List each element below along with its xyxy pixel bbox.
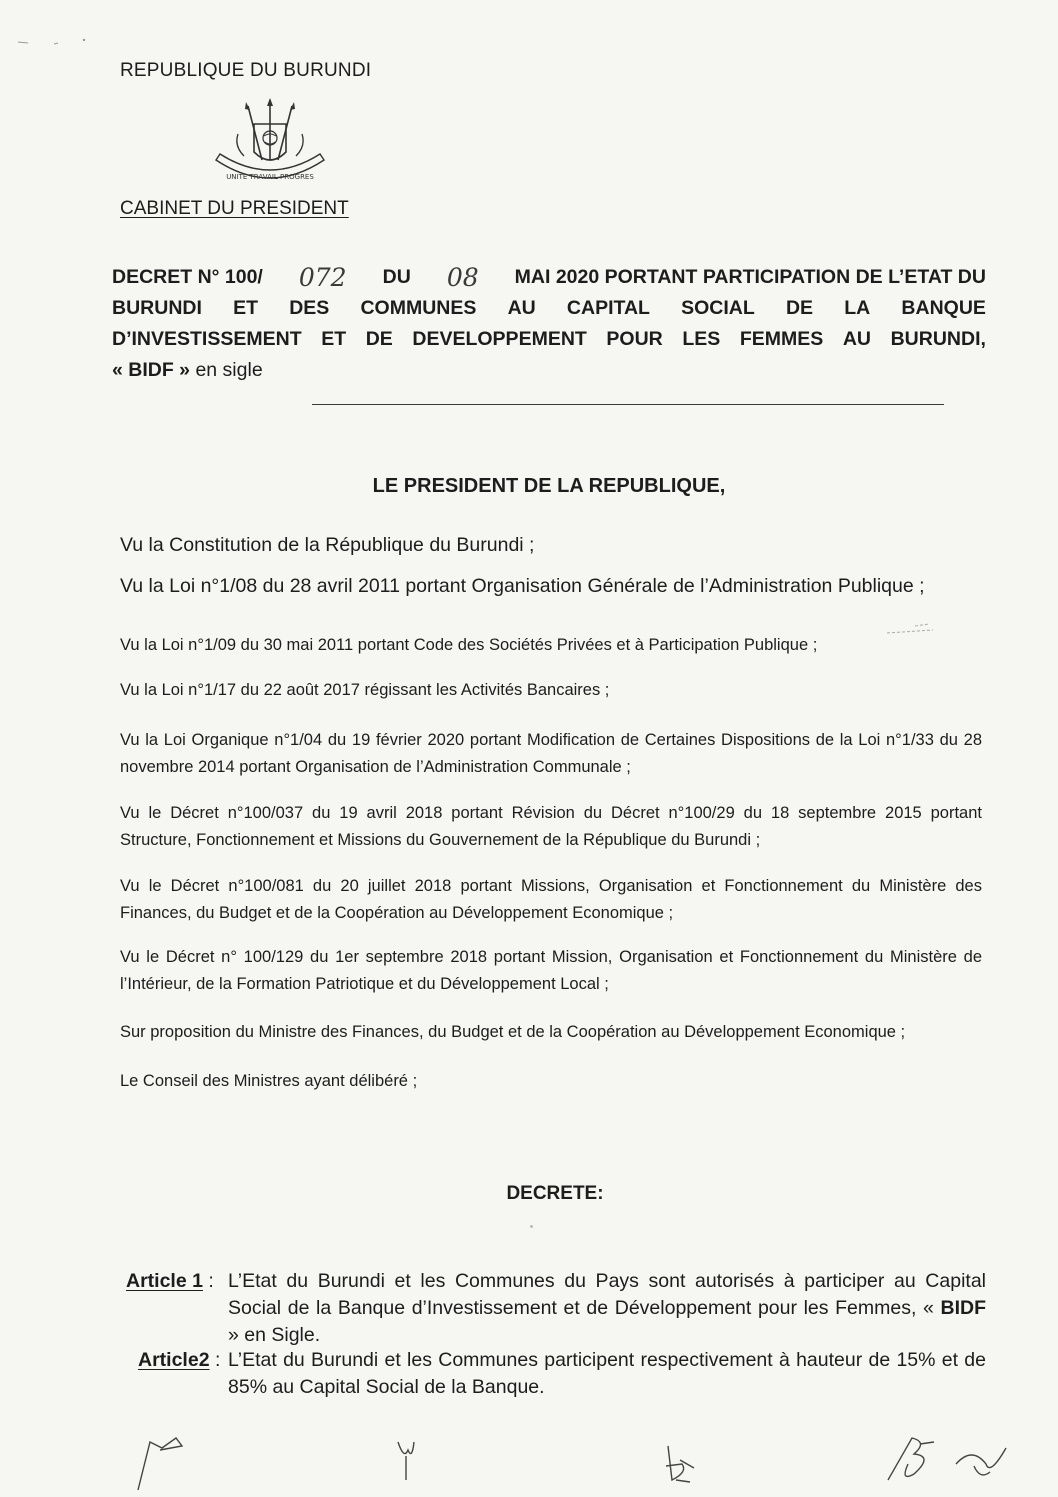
country-title: REPUBLIQUE DU BURUNDI (120, 60, 372, 81)
decree-prefix: DECRET N° 100/ (112, 266, 263, 288)
preamble-item: Vu le Décret n°100/081 du 20 juillet 2018 portant Missions, Organisation et Fonctionnement du Ministère des Finances, du Budget et de la Coopération au Développement Economique ; (120, 877, 982, 922)
title-word: AU (842, 328, 872, 350)
decree-title-line-3 (112, 324, 986, 355)
title-word: DE (365, 328, 393, 350)
title-word: BURUNDI, (890, 328, 986, 350)
scan-dot (530, 1225, 533, 1228)
preamble-item: Vu la Loi Organique n°1/04 du 19 février 2020 portant Modification de Certaines Dispositions de la Loi n°1/33 du 28 novembre 2014 portant Organisation de l’Administration Communale ; (120, 731, 982, 776)
title-word: SOCIAL (681, 297, 755, 319)
initial-4 (888, 1438, 1006, 1480)
emblem-motto: UNITE TRAVAIL PROGRES (226, 173, 314, 181)
initial-2 (398, 1442, 414, 1480)
preamble-item: Vu la Loi n°1/17 du 22 août 2017 régissant les Activités Bancaires ; (120, 681, 610, 699)
preamble-item: Vu la Loi n°1/08 du 28 avril 2011 portant Organisation Générale de l’Administration Publique ; (120, 575, 925, 597)
decree-title-line-1-rest: MAI 2020 PORTANT PARTICIPATION DE L’ETAT DU (514, 266, 986, 288)
decree-title-line-2 (112, 293, 986, 324)
title-word: DE (785, 297, 814, 319)
article-1-label: Article 1 : (126, 1270, 220, 1292)
decree-title-line-1 (112, 262, 986, 293)
preamble-item: Vu le Décret n°100/037 du 19 avril 2018 portant Révision du Décret n°100/29 du 18 septembre 2015 portant Structure, Fonctionnement et Missions du Gouvernement de la République du Burundi ; (120, 804, 982, 849)
president-heading: LE PRESIDENT DE LA REPUBLIQUE, (372, 475, 726, 497)
title-word: POUR (606, 328, 663, 350)
decree-du: DU (382, 266, 411, 288)
decrete-heading: DECRETE: (506, 1183, 604, 1204)
preamble-item: Sur proposition du Ministre des Finances, du Budget et de la Coopération au Développement Economique ; (120, 1023, 906, 1041)
decree-acronym-suffix: en sigle (190, 359, 263, 381)
title-word: BANQUE (901, 297, 986, 319)
initial-3 (666, 1446, 694, 1482)
coat-of-arms-emblem (208, 98, 332, 198)
title-word: FEMMES (739, 328, 824, 350)
preamble-item: Vu la Constitution de la République du Burundi ; (120, 534, 535, 556)
title-word: DES (289, 297, 330, 319)
decree-title (112, 262, 986, 386)
decree-acronym: « BIDF » (112, 359, 191, 381)
scan-artifact-mark (14, 34, 94, 50)
title-word: ET (233, 297, 259, 319)
title-word: D’INVESTISSEMENT (112, 328, 302, 350)
handwritten-initials (0, 1420, 1058, 1497)
preamble-item: Vu la Loi n°1/09 du 30 mai 2011 portant Code des Sociétés Privées et à Participation Publique ; (120, 636, 818, 654)
office-title: CABINET DU PRESIDENT (120, 198, 349, 219)
title-word: CAPITAL (566, 297, 650, 319)
title-word: LES (682, 328, 721, 350)
decree-title-line-4 (112, 355, 986, 386)
article-1-text: L’Etat du Burundi et les Communes du Pays sont autorisés à participer au Capital Social de la Banque d’Investissement et de Développement pour les Femmes, « BIDF » en Sigle. (228, 1270, 986, 1346)
initial-1 (138, 1438, 182, 1490)
title-word: BURUNDI (112, 297, 202, 319)
title-word: DEVELOPPEMENT (412, 328, 587, 350)
article-2-text: L’Etat du Burundi et les Communes participent respectivement à hauteur de 15% et de 85% au Capital Social de la Banque. (228, 1349, 986, 1398)
title-word: ET (321, 328, 347, 350)
article-2-label: Article2 : (138, 1349, 226, 1371)
preamble-item: Le Conseil des Ministres ayant délibéré ; (120, 1072, 418, 1090)
title-word: COMMUNES (360, 297, 477, 319)
preamble-item: Vu le Décret n° 100/129 du 1er septembre 2018 portant Mission, Organisation et Fonctionnement du Ministère de l’Intérieur, de la Formation Patriotique et du Développement Local ; (120, 948, 982, 993)
title-divider (312, 404, 944, 405)
article-1-acronym: BIDF (940, 1297, 986, 1319)
title-word: LA (844, 297, 871, 319)
title-word: AU (507, 297, 536, 319)
decree-number-handwritten: 072 (298, 263, 347, 292)
decree-day-handwritten: 08 (446, 263, 479, 292)
